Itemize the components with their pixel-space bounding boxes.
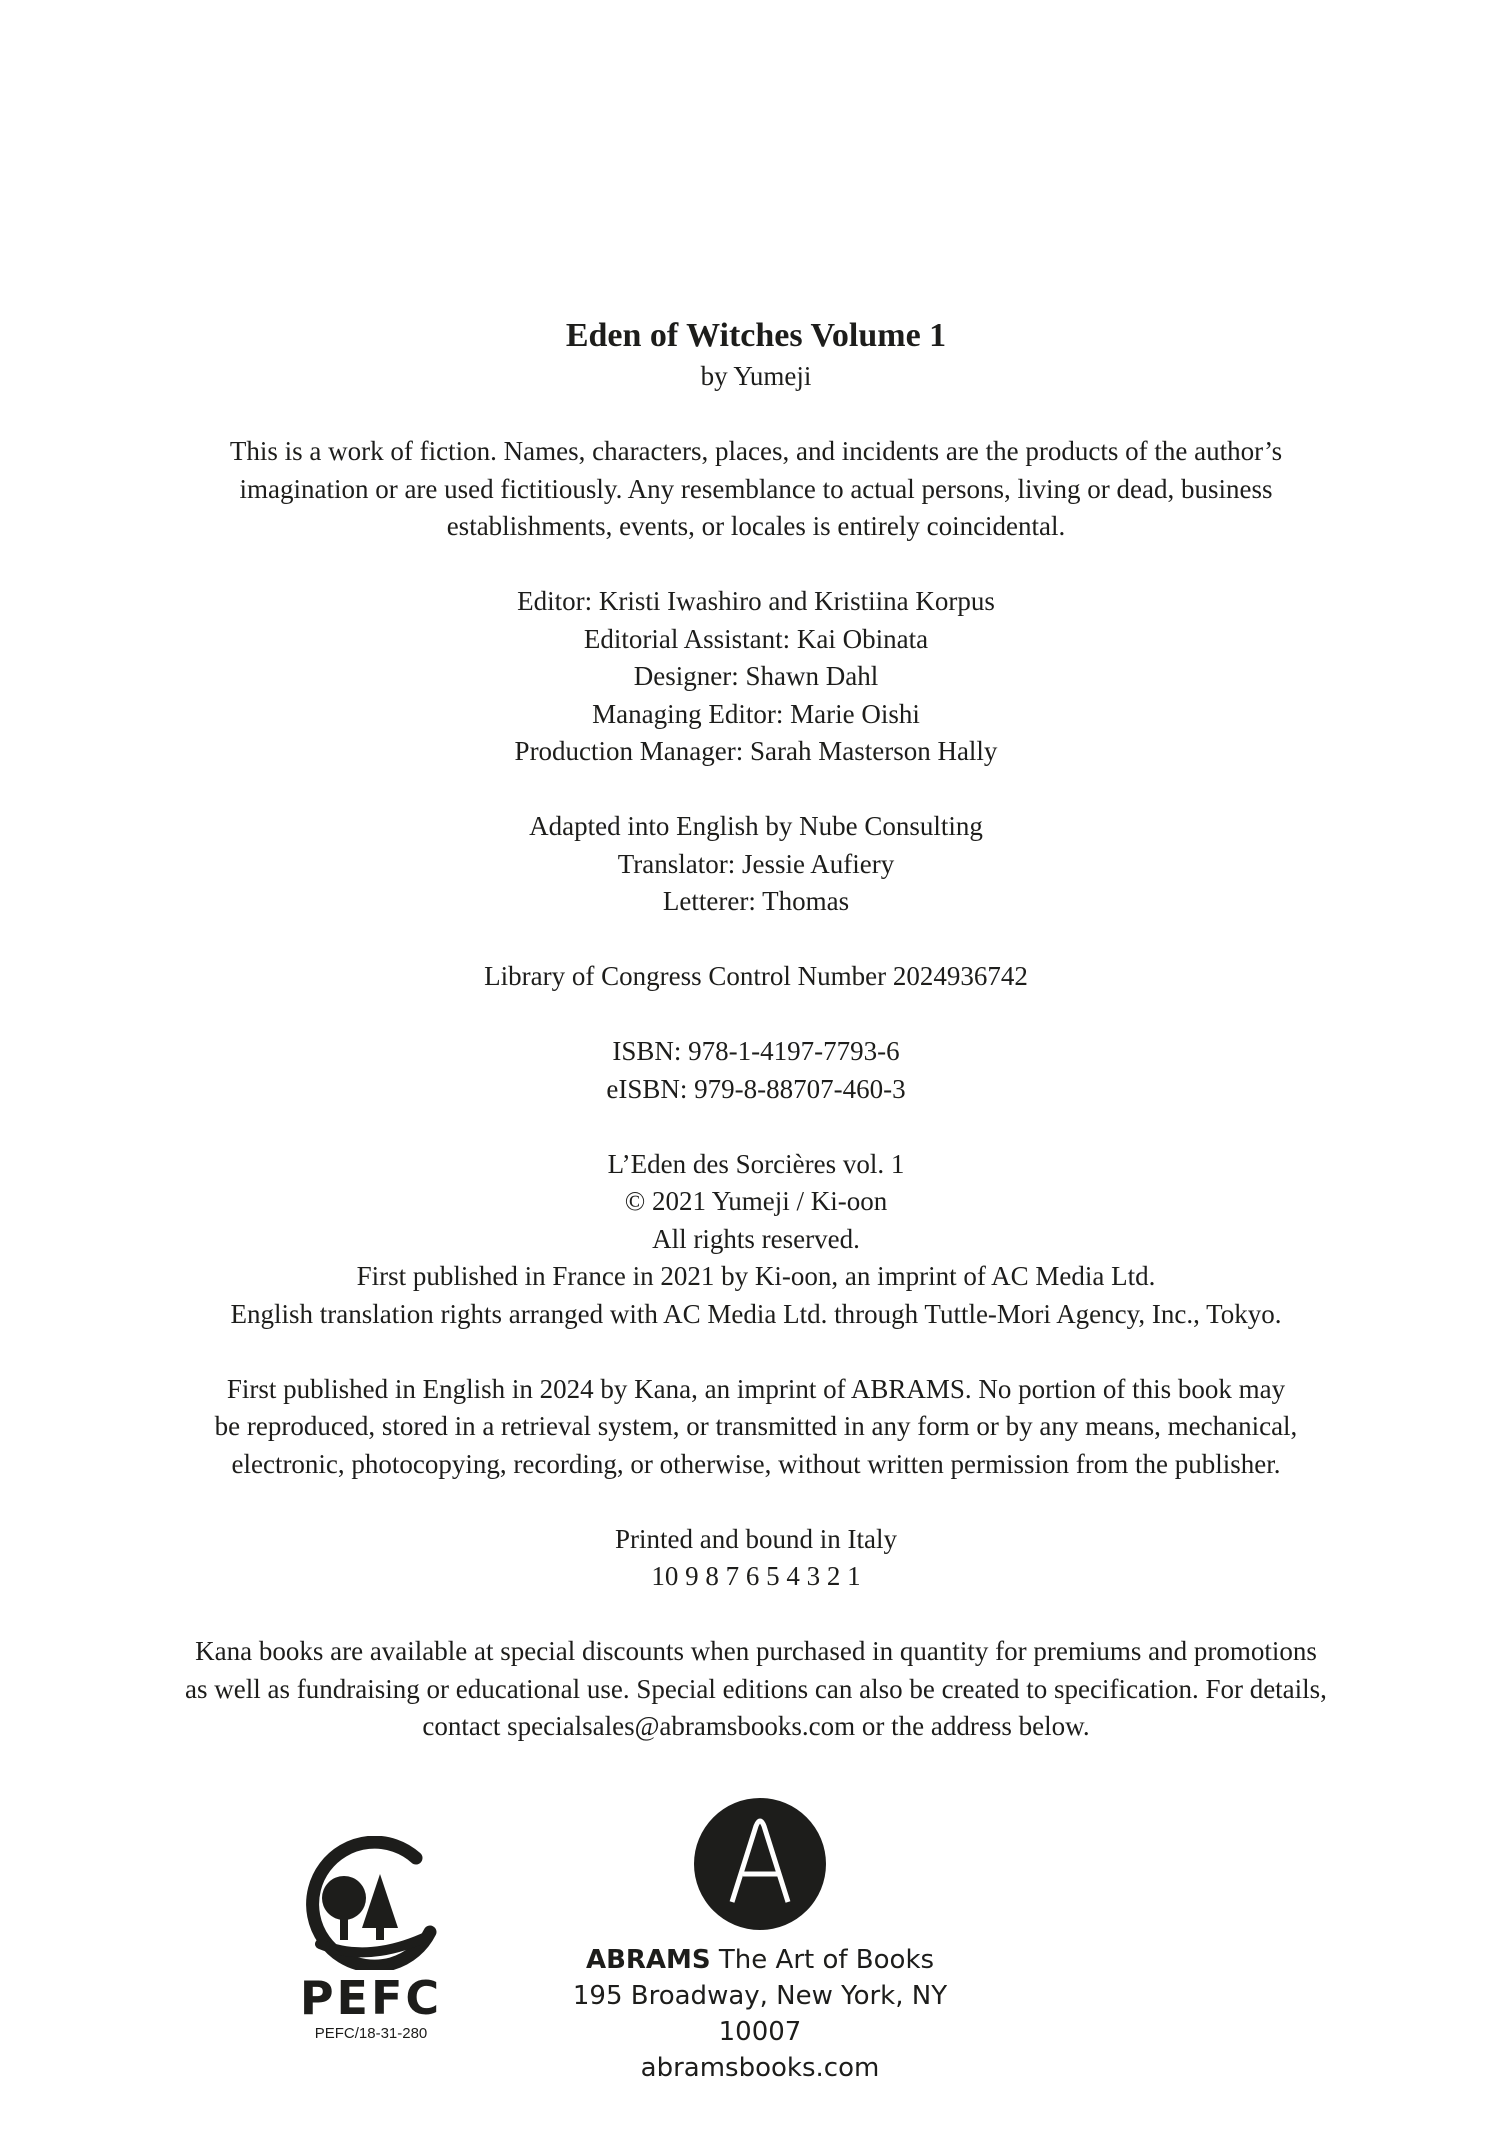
author: by Yumeji xyxy=(700,361,812,391)
credit-editor: Editor: Kristi Iwashiro and Kristiina Korpus xyxy=(517,586,995,616)
loc-number xyxy=(0,958,1512,996)
book-title: Eden of Witches Volume 1 xyxy=(565,317,947,354)
printing-number-line: 10 9 8 7 6 5 4 3 2 1 xyxy=(651,1561,861,1591)
printing-info xyxy=(0,1521,1512,1596)
rights-reserved: All rights reserved. xyxy=(652,1223,860,1254)
disclaimer-line: establishments, events, or locales is entirely coincidental. xyxy=(446,511,1066,541)
pefc-logo xyxy=(296,1836,446,2044)
abrams-logo-block xyxy=(530,1798,990,2086)
copyright-line: © 2021 Yumeji / Ki-oon xyxy=(624,1186,888,1216)
pefc-wordmark: PEFC xyxy=(299,1971,443,2025)
special-sales-line: contact specialsales@abramsbooks.com or the address below. xyxy=(422,1711,1090,1741)
first-published-france: First published in France in 2021 by Ki-oon, an imprint of AC Media Ltd. xyxy=(356,1261,1156,1291)
english-pub-line: be reproduced, stored in a retrieval system, or transmitted in any form or by any means, mechanical, xyxy=(214,1411,1298,1441)
english-pub-line: First published in English in 2024 by Kana, an imprint of ABRAMS. No portion of this book may xyxy=(226,1373,1286,1404)
abrams-brand: ABRAMS xyxy=(585,1945,711,1975)
eisbn: eISBN: 979-8-88707-460-3 xyxy=(606,1073,906,1104)
adaptation-credits xyxy=(0,808,1512,921)
disclaimer-line: This is a work of fiction. Names, characters, places, and incidents are the products of the author’s xyxy=(229,436,1283,466)
special-sales-line: as well as fundraising or educational use. Special editions can also be created to specification. For details, xyxy=(185,1673,1327,1704)
abrams-website: abramsbooks.com xyxy=(640,2053,880,2083)
pefc-trees-logo-icon xyxy=(296,1836,446,1970)
abrams-tagline: The Art of Books xyxy=(710,1945,935,1975)
isbn: ISBN: 978-1-4197-7793-6 xyxy=(612,1036,900,1066)
adaptation-line: Adapted into English by Nube Consulting xyxy=(529,811,983,841)
disclaimer-line: imagination or are used fictitiously. Any resemblance to actual persons, living or dead, business xyxy=(239,473,1273,504)
special-sales-line: Kana books are available at special discounts when purchased in quantity for premiums and promotions xyxy=(195,1636,1317,1666)
english-pub-line: electronic, photocopying, recording, or otherwise, without written permission from the publisher. xyxy=(231,1448,1281,1479)
abrams-address: 195 Broadway, New York, NY 10007 xyxy=(572,1981,948,2047)
special-sales xyxy=(0,1633,1512,1746)
credit-managing-editor: Managing Editor: Marie Oishi xyxy=(592,698,920,729)
printed-in: Printed and bound in Italy xyxy=(615,1523,897,1554)
loc-line: Library of Congress Control Number 2024936742 xyxy=(484,961,1028,991)
credits xyxy=(0,583,1512,771)
pefc-code: PEFC/18-31-280 xyxy=(314,2025,428,2042)
credit-designer: Designer: Shawn Dahl xyxy=(633,661,879,691)
abrams-tagline-line xyxy=(530,1942,990,1978)
translator-line: Translator: Jessie Aufiery xyxy=(617,848,895,879)
credit-production-manager: Production Manager: Sarah Masterson Hally xyxy=(514,736,998,766)
original-edition xyxy=(0,1146,1512,1334)
original-title: L’Eden des Sorcières vol. 1 xyxy=(607,1148,905,1179)
author-line xyxy=(0,358,1512,396)
logo-area xyxy=(0,1798,1512,2098)
disclaimer xyxy=(0,433,1512,546)
copyright-text xyxy=(0,314,1512,1746)
letterer-line: Letterer: Thomas xyxy=(662,886,850,916)
credit-editorial-assistant: Editorial Assistant: Kai Obinata xyxy=(583,623,929,654)
english-publication xyxy=(0,1371,1512,1484)
translation-rights: English translation rights arranged with AC Media Ltd. through Tuttle-Mori Agency, Inc., Tokyo. xyxy=(230,1298,1282,1329)
isbn-block xyxy=(0,1033,1512,1108)
abrams-a-logo-icon xyxy=(530,1798,990,1930)
